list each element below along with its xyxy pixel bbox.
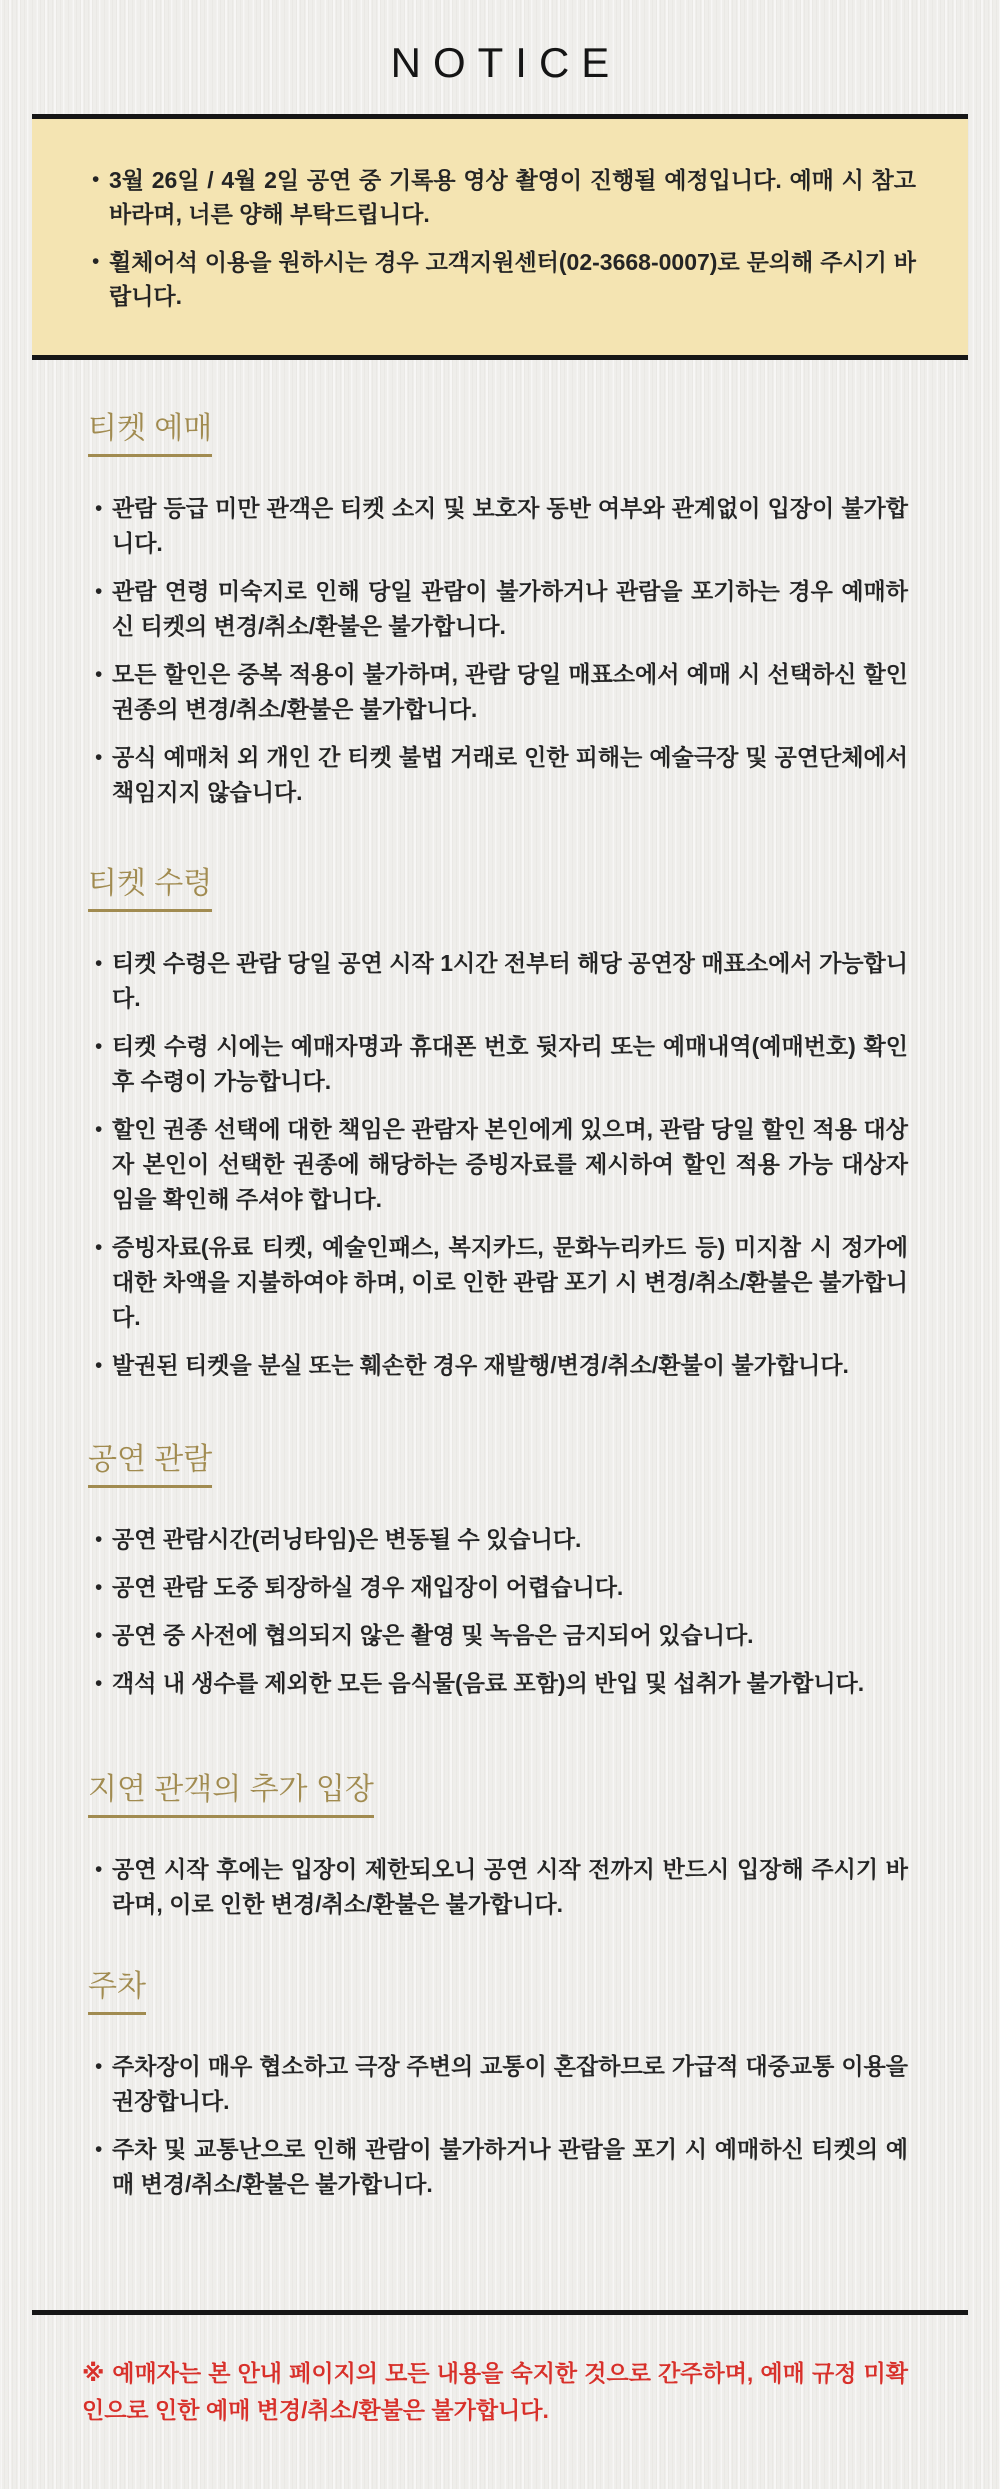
section-heading: 지연 관객의 추가 입장 xyxy=(88,1771,374,1818)
list-item-text: 객석 내 생수를 제외한 모든 음식물(음료 포함)의 반입 및 섭취가 불가합니다. xyxy=(112,1670,865,1697)
section-item-list xyxy=(95,2049,908,2202)
section-heading: 공연 관람 xyxy=(88,1441,212,1488)
section-heading: 티켓 예매 xyxy=(88,410,212,457)
list-item-text: 공연 중 사전에 협의되지 않은 촬영 및 녹음은 금지되어 있습니다. xyxy=(112,1622,754,1649)
list-item-text: 공연 관람 도중 퇴장하실 경우 재입장이 어렵습니다. xyxy=(112,1574,624,1601)
bullet-icon: • xyxy=(95,1528,103,1552)
list-item xyxy=(92,245,916,313)
section-parking xyxy=(88,1968,908,2202)
list-item-text: 발권된 티켓을 분실 또는 훼손한 경우 재발행/변경/취소/환불이 불가합니다. xyxy=(112,1352,849,1379)
list-item-text: 공식 예매처 외 개인 간 티켓 불법 거래로 인한 피해는 예술극장 및 공연단체에서 책임지지 않습니다. xyxy=(112,744,908,806)
list-item xyxy=(95,1029,908,1099)
bullet-icon: • xyxy=(92,168,100,192)
list-item xyxy=(95,574,908,644)
bullet-icon: • xyxy=(95,1354,103,1378)
section-item-list xyxy=(95,1522,908,1701)
section-item-list xyxy=(95,1852,908,1922)
bullet-icon: • xyxy=(95,2138,103,2162)
list-item-text: 티켓 수령 시에는 예매자명과 휴대폰 번호 뒷자리 또는 예매내역(예매번호) 확인 후 수령이 가능합니다. xyxy=(112,1033,908,1095)
list-item xyxy=(92,163,916,231)
list-item-text: 관람 등급 미만 관객은 티켓 소지 및 보호자 동반 여부와 관계없이 입장이 불가합니다. xyxy=(112,495,908,557)
list-item-text: 주차 및 교통난으로 인해 관람이 불가하거나 관람을 포기 시 예매하신 티켓의 예매 변경/취소/환불은 불가합니다. xyxy=(112,2136,908,2198)
page-title: NOTICE xyxy=(390,39,622,86)
list-item xyxy=(95,1618,908,1653)
bullet-icon: • xyxy=(95,1672,103,1696)
notice-box-text: 3월 26일 / 4월 2일 공연 중 기록용 영상 촬영이 진행될 예정입니다. 예매 시 참고 바라며, 너른 양해 부탁드립니다. xyxy=(109,167,916,228)
bullet-icon: • xyxy=(95,580,103,604)
bullet-icon: • xyxy=(95,1236,103,1260)
list-item xyxy=(95,1230,908,1335)
list-item-text: 공연 관람시간(러닝타임)은 변동될 수 있습니다. xyxy=(112,1526,582,1553)
bullet-icon: • xyxy=(95,1858,103,1882)
section-item-list xyxy=(95,946,908,1383)
bullet-icon: • xyxy=(95,746,103,770)
notice-box-text: 휠체어석 이용을 원하시는 경우 고객지원센터(02-3668-0007)로 문의해 주시기 바랍니다. xyxy=(109,249,916,310)
bullet-icon: • xyxy=(95,1118,103,1142)
list-item-text: 할인 권종 선택에 대한 책임은 관람자 본인에게 있으며, 관람 당일 할인 적용 대상자 본인이 선택한 권종에 해당하는 증빙자료를 제시하여 할인 적용 가능 대상자임을 확인해 주셔야 합니다. xyxy=(112,1116,908,1213)
list-item-text: 관람 연령 미숙지로 인해 당일 관람이 불가하거나 관람을 포기하는 경우 예매하신 티켓의 변경/취소/환불은 불가합니다. xyxy=(112,578,908,640)
section-item-list xyxy=(95,491,908,810)
list-item xyxy=(95,1666,908,1701)
list-item-text: 모든 할인은 중복 적용이 불가하며, 관람 당일 매표소에서 예매 시 선택하신 할인권종의 변경/취소/환불은 불가합니다. xyxy=(112,661,908,723)
list-item xyxy=(95,946,908,1016)
section-ticket-pickup xyxy=(88,865,908,1383)
list-item xyxy=(95,1112,908,1217)
list-item xyxy=(95,1522,908,1557)
list-item-text: 티켓 수령은 관람 당일 공연 시작 1시간 전부터 해당 공연장 매표소에서 가능합니다. xyxy=(112,950,908,1012)
bullet-icon: • xyxy=(92,250,100,274)
section-late-entry xyxy=(88,1771,908,1922)
list-item xyxy=(95,1852,908,1922)
bullet-icon: • xyxy=(95,497,103,521)
list-item-text: 증빙자료(유료 티켓, 예술인패스, 복지카드, 문화누리카드 등) 미지참 시 정가에 대한 차액을 지불하여야 하며, 이로 인한 관람 포기 시 변경/취소/환불은 불가합니다. xyxy=(112,1234,908,1331)
list-item xyxy=(95,2132,908,2202)
bullet-icon: • xyxy=(95,2055,103,2079)
bullet-icon: • xyxy=(95,1035,103,1059)
list-item xyxy=(95,740,908,810)
list-item xyxy=(95,491,908,561)
bullet-icon: • xyxy=(95,663,103,687)
list-item xyxy=(95,657,908,727)
footer-warning: ※ 예매자는 본 안내 페이지의 모든 내용을 숙지한 것으로 간주하며, 예매 규정 미확인으로 인한 예매 변경/취소/환불은 불가합니다. xyxy=(82,2360,908,2424)
list-item-text: 공연 시작 후에는 입장이 제한되오니 공연 시작 전까지 반드시 입장해 주시기 바라며, 이로 인한 변경/취소/환불은 불가합니다. xyxy=(112,1856,908,1918)
section-performance-viewing xyxy=(88,1441,908,1701)
section-heading: 주차 xyxy=(88,1968,146,2015)
list-item xyxy=(95,1570,908,1605)
divider xyxy=(32,2310,968,2315)
intro-notice-box xyxy=(32,114,968,360)
bullet-icon: • xyxy=(95,1624,103,1648)
section-ticket-booking xyxy=(88,410,908,810)
bullet-icon: • xyxy=(95,952,103,976)
list-item xyxy=(95,1348,908,1383)
section-heading: 티켓 수령 xyxy=(88,865,212,912)
list-item-text: 주차장이 매우 협소하고 극장 주변의 교통이 혼잡하므로 가급적 대중교통 이용을 권장합니다. xyxy=(112,2053,908,2115)
bullet-icon: • xyxy=(95,1576,103,1600)
list-item xyxy=(95,2049,908,2119)
